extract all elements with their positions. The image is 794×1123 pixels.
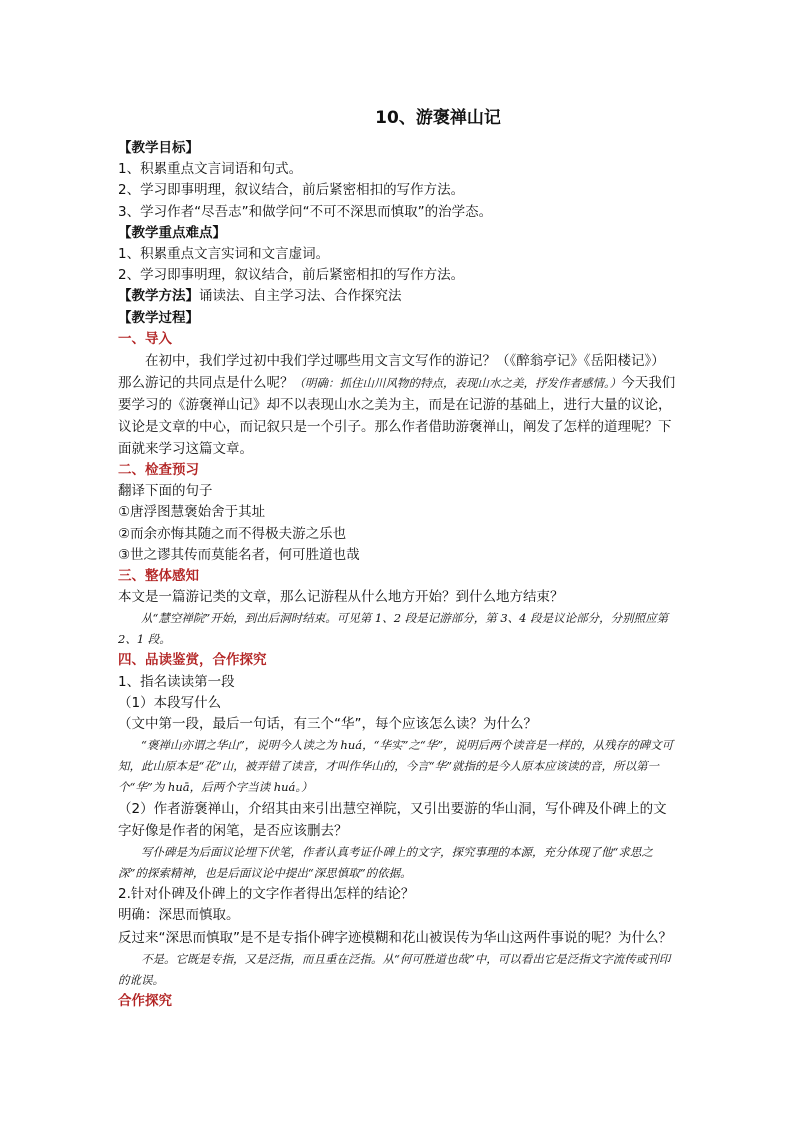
question-2: （2）作者游褒禅山，介绍其由来引出慧空禅院，又引出要游的华山洞，写仆碑及仆碑上的文字好像是作者的闲笔，是否应该删去？ (118, 801, 667, 840)
key-point-item: 2、学习即事明理，叙议结合，前后紧密相扣的写作方法。 (118, 267, 465, 284)
section-heading-appreciation: 四、品读鉴赏，合作探究 (118, 652, 267, 669)
goal-item: 3、学习作者“尽吾志”和做学问“不可不深思而慎取”的治学态。 (118, 203, 493, 220)
question-1: （1）本段写什么 (118, 694, 222, 711)
preview-item: ①唐浮图慧褒始舍于其址 (118, 504, 266, 521)
intro-note: （明确：抓住山川风物的特点，表现山水之美，抒发作者感情。） (293, 376, 622, 391)
preview-item: ③世之谬其传而莫能名者，何可胜道也哉 (118, 546, 360, 563)
preview-item: ②而余亦悔其随之而不得极夫游之乐也 (118, 525, 347, 542)
intro-text-b: 今天我们要学习的《游褒禅山记》却不以表现山水之美为主，而是在记游的基础上，进行大量的议论，议论是文章的中心，而记叙只是一个引子。那么作者借助游褒禅山，阐发了怎样的道理呢？下面就来学习这篇文章。 (118, 375, 676, 458)
question-1-detail: （文中第一段，最后一句话，有三个“华”，每个应该怎么读？为什么？ (118, 716, 537, 733)
answer-4: 不是。它既是专指，又是泛指，而且重在泛指。从“何可胜道也哉”中，可以看出它是泛指文字流传或刊印的讹误。 (118, 951, 671, 987)
intro-paragraph (118, 350, 678, 460)
overview-answer: 从“慧空禅院”开始，到出后洞时结束。可见第 1、2 段是记游部分，第 3、4 段是议论部分，分别照应第 2、1 段。 (118, 611, 669, 647)
methods-text: 诵读法、自主学习法、合作探究法 (199, 288, 402, 305)
key-points-heading: 【教学重点难点】 (118, 224, 226, 241)
methods-line (118, 286, 678, 307)
answer-3: 明确：深思而慎取。 (118, 907, 240, 924)
preview-intro: 翻译下面的句子 (118, 483, 213, 500)
section-heading-intro: 一、导入 (118, 330, 172, 347)
intro-text-a: 在初中，我们学过初中我们学过哪些用文言文写作的游记？（《醉翁亭记》《岳阳楼记》）那么游记的共同点是什么呢？ (118, 353, 665, 392)
key-point-item: 1、积累重点文言实词和文言虚词。 (118, 246, 330, 263)
section-heading-overview: 三、整体感知 (118, 568, 199, 585)
answer-2: 写仆碑是为后面议论埋下伏笔，作者认真考证仆碑上的文字，探究事理的本源，充分体现了他“求思之深”的探索精神，也是后面议论中提出“深思慎取”的依据。 (118, 845, 653, 881)
cooperative-heading: 合作探究 (118, 992, 172, 1009)
overview-question: 本文是一篇游记类的文章，那么记游程从什么地方开始？到什么地方结束？ (118, 589, 564, 606)
process-heading: 【教学过程】 (118, 309, 199, 326)
methods-heading: 【教学方法】 (118, 288, 199, 305)
page-title: 10、游褒禅山记 (375, 108, 501, 128)
document-content (118, 104, 678, 1012)
question-3: 反过来“深思而慎取”是不是专指仆碑字迹模糊和花山被误传为华山这两件事说的呢？为什么？ (118, 929, 672, 946)
section-heading-preview: 二、检查预习 (118, 462, 199, 479)
goals-heading: 【教学目标】 (118, 140, 199, 156)
appreciation-sub2: 2.针对仆碑及仆碑上的文字作者得出怎样的结论？ (118, 886, 415, 903)
appreciation-sub1: 1、指名读读第一段 (118, 673, 235, 690)
answer-1: “褒禅山亦谓之华山”，说明今人读之为 huá，“华实”之“华”，说明后两个读音是一样的，从残存的碑文可知，此山原本是“花”山，被弄错了读音，才叫作华山的，今言“华”就指的是今人原本应该读的音，所以第一个“华”为 huā，后两个字当读 huá。） (118, 738, 674, 795)
goal-item: 1、积累重点文言词语和句式。 (118, 161, 303, 178)
goal-item: 2、学习即事明理，叙议结合，前后紧密相扣的写作方法。 (118, 182, 465, 199)
